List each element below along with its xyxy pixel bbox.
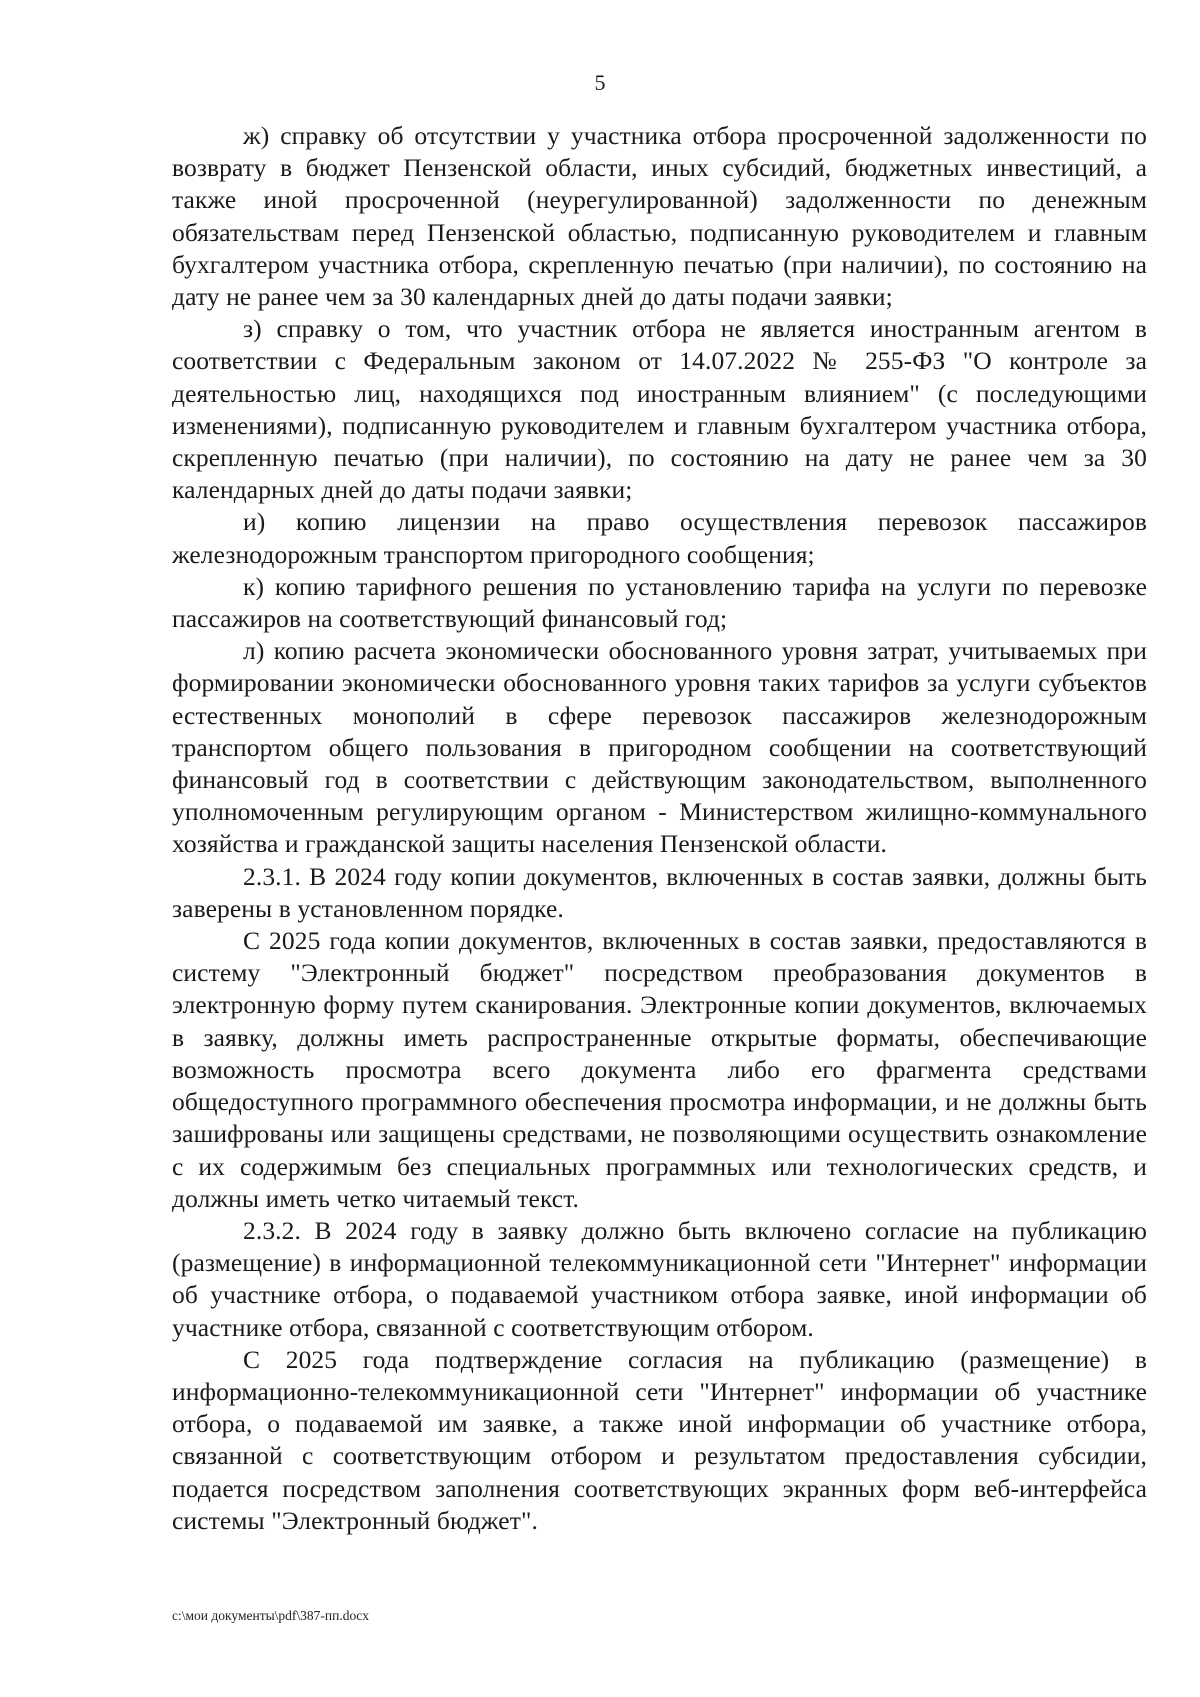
paragraph-clause-2-3-2: 2.3.2. В 2024 году в заявку должно быть включено согласие на публикацию (размещение) в информационной телекоммуникационной сети "Интернет" информации об участнике отбора, о подаваемой участником отбора заявке, иной информации об участнике отбора, связанной с соответствующим отбором. [172,1215,1147,1342]
paragraph-clause-2-3-1-2025: С 2025 года копии документов, включенных в состав заявки, предоставляются в систему "Электронный бюджет" посредством преобразования документов в электронную форму путем сканирования. Электронные копии документов, включаемых в заявку, должны иметь распространенные открытые форматы, обеспечивающие возможность просмотра всего документа либо его фрагмента средствами общедоступного программного обеспечения просмотра информации, и не должны быть зашифрованы или защищены средствами, не позволяющими осуществить ознакомление с их содержимым без специальных программных или технологических средств, и должны иметь четко читаемый текст. [172,926,1147,1213]
paragraph-clause-2-3-1: 2.3.1. В 2024 году копии документов, включенных в состав заявки, должны быть заверены в установленном порядке. [172,861,1147,923]
page-number: 5 [594,70,606,95]
paragraph-item-l: л) копию расчета экономически обоснованного уровня затрат, учитываемых при формировании экономически обоснованного уровня таких тарифов за услуги субъектов естественных монополий в сфере перевозок пассажиров железнодорожным транспортом общего пользования в пригородном сообщении на соответствующий финансовый год в соответствии с действующим законодательством, выполненного уполномоченным регулирующим органом - Министерством жилищно-коммунального хозяйства и гражданской защиты населения Пензенской области. [172,636,1147,859]
paragraph-clause-2-3-2-2025: С 2025 года подтверждение согласия на публикацию (размещение) в информационно-телекоммуникационной сети "Интернет" информации об участнике отбора, о подаваемой им заявке, а также иной информации об участнике отбора, связанной с соответствующим отбором и результатом предоставления субсидии, подается посредством заполнения соответствующих экранных форм веб-интерфейса системы "Электронный бюджет". [172,1344,1147,1535]
footer-file-path: c:\мои документы\pdf\387-пп.docx [172,1608,369,1623]
paragraph-item-z: з) справку о том, что участник отбора не является иностранным агентом в соответствии с Федеральным законом от 14.07.2022 № 255-ФЗ "О контроле за деятельностью лиц, находящихся под иностранным влиянием" (с последующими изменениями), подписанную руководителем и главным бухгалтером участника отбора, скрепленную печатью (при наличии), по состоянию на дату не ранее чем за 30 календарных дней до даты подачи заявки; [172,314,1147,505]
paragraph-item-i: и) копию лицензии на право осуществления перевозок пассажиров железнодорожным транспортом пригородного сообщения; [172,507,1147,569]
paragraph-item-zh: ж) справку об отсутствии у участника отбора просроченной задолженности по возврату в бюджет Пензенской области, иных субсидий, бюджетных инвестиций, а также иной просроченной (неурегулированной) задолженности по денежным обязательствам перед Пензенской областью, подписанную руководителем и главным бухгалтером участника отбора, скрепленную печатью (при наличии), по состоянию на дату не ранее чем за 30 календарных дней до даты подачи заявки; [172,121,1147,312]
paragraph-item-k: к) копию тарифного решения по установлению тарифа на услуги по перевозке пассажиров на соответствующий финансовый год; [172,571,1147,634]
document-body [172,120,1147,1537]
